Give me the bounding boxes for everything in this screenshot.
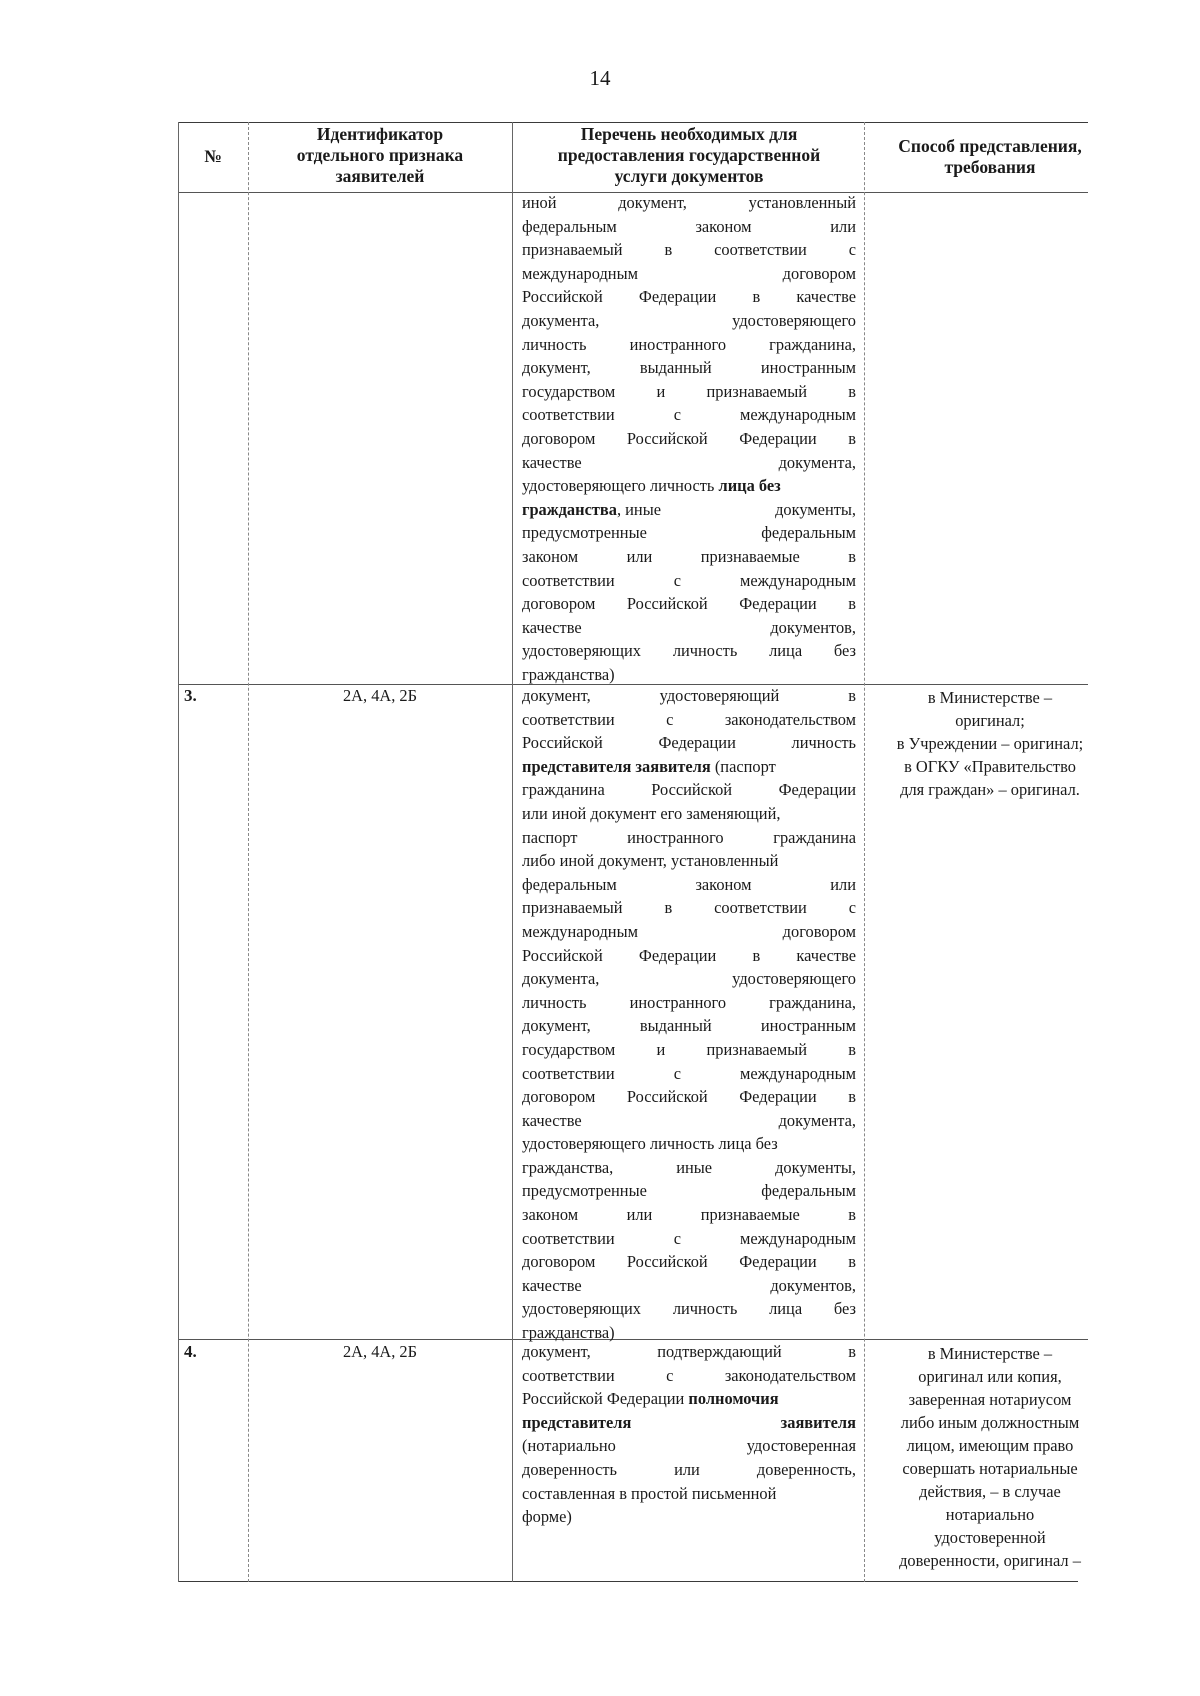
word: Российской (626, 594, 708, 614)
method-line: в Министерстве – (927, 1344, 1053, 1363)
word: документа, (522, 310, 600, 330)
word: соответствии (522, 405, 615, 425)
document-line (522, 191, 856, 215)
word: гражданина (773, 827, 856, 847)
word: или (674, 1459, 700, 1479)
word: соответствии (522, 570, 615, 590)
word: Российской (626, 1252, 708, 1272)
header-method: Способ представления, требования (898, 136, 1082, 177)
word: в (664, 240, 673, 260)
text-group (522, 498, 661, 522)
word: и (656, 1039, 666, 1059)
word: соответствии (714, 898, 807, 918)
document-line (522, 826, 856, 850)
word: Российской (522, 287, 603, 307)
table-bottom-border (178, 1581, 1078, 1582)
word: удостоверяющий (659, 686, 780, 705)
word: с (673, 570, 681, 590)
document-line (522, 1364, 856, 1388)
document-line (522, 309, 856, 333)
document-line (522, 1014, 856, 1038)
word: Федерации (739, 428, 817, 448)
word: соответствии (522, 1063, 615, 1083)
text-segment: или иной документ его заменяющий, (522, 803, 781, 823)
word: Федерации (778, 780, 856, 800)
word: без (833, 641, 856, 661)
row-4-identifier: 2А, 4А, 2Б (342, 1342, 418, 1361)
word: Российской (651, 780, 733, 800)
document-line (522, 1250, 856, 1274)
method-line: оригинал или копия, (918, 1367, 1062, 1386)
table-left-border (178, 122, 179, 1582)
document-line (522, 1458, 856, 1482)
text-segment: форме) (522, 1507, 572, 1527)
word: предусмотренные (522, 523, 647, 543)
word: соответствии (522, 1228, 615, 1248)
method-line: удостоверенной (934, 1528, 1046, 1547)
word: законодательством (724, 1365, 856, 1385)
document-line (522, 1062, 856, 1086)
word: удостоверяющего (732, 310, 856, 330)
word: документы, (775, 1157, 856, 1177)
word: соответствии (522, 1365, 615, 1385)
word: документ, (522, 1016, 591, 1036)
method-line: в Учреждении – оригинал; (896, 734, 1084, 753)
word: удостоверенная (746, 1436, 856, 1456)
document-line (522, 1482, 856, 1506)
word: Федерации (739, 594, 817, 614)
word: паспорт (522, 827, 578, 847)
word: договором (522, 428, 596, 448)
document-line (522, 1109, 856, 1133)
word: международным (740, 570, 856, 590)
word: иные (676, 1157, 713, 1177)
word: признаваемые (700, 546, 800, 566)
word: иностранного (629, 992, 727, 1012)
word: в (848, 428, 856, 448)
text-segment: либо иной документ, установленный (522, 851, 779, 871)
word: Федерации (638, 945, 717, 965)
word: качестве (522, 1110, 582, 1130)
document-line (522, 1434, 856, 1458)
document-line (522, 592, 856, 616)
word: иностранным (760, 1016, 856, 1036)
bold-word: заявителя (780, 1412, 856, 1432)
document-line (522, 474, 856, 498)
word: документ, (522, 1342, 591, 1361)
text-segment: Российской Федерации (522, 1389, 689, 1409)
word: выданный (639, 358, 712, 378)
document-line (522, 991, 856, 1015)
document-line (522, 1179, 856, 1203)
word: без (833, 1299, 856, 1319)
document-line (522, 639, 856, 663)
word: в (848, 381, 856, 401)
word: гражданина, (769, 334, 856, 354)
method-line: для граждан» – оригинал. (900, 780, 1080, 799)
word: с (673, 1063, 681, 1083)
bold-word: представителя (522, 1412, 632, 1432)
word: в (848, 1205, 856, 1225)
continuation-documents (522, 191, 856, 686)
word: документ, (618, 193, 687, 212)
method-line: нотариально (945, 1505, 1035, 1524)
word: лица (769, 1299, 803, 1319)
word: признаваемые (700, 1205, 800, 1225)
method-line: либо иным должностным (900, 1413, 1080, 1432)
bold-phrase: полномочия (688, 1389, 779, 1409)
row-4-documents (522, 1340, 856, 1529)
word: с (666, 709, 674, 729)
word: качестве (796, 945, 856, 965)
word: с (666, 1365, 674, 1385)
word: с (848, 240, 856, 260)
word: предусмотренные (522, 1181, 647, 1201)
word: с (673, 405, 681, 425)
document-line (522, 755, 856, 779)
word: признаваемый (522, 898, 623, 918)
word: гражданина, (769, 992, 856, 1012)
document-line (522, 1038, 856, 1062)
word: в (848, 546, 856, 566)
word: и (656, 381, 666, 401)
word: документа, (778, 1110, 856, 1130)
word: документ, (522, 686, 591, 705)
word: установленный (748, 193, 856, 212)
word: удостоверяющих (522, 641, 642, 661)
word: в (848, 1039, 856, 1059)
word: федеральным (761, 523, 856, 543)
word: с (673, 1228, 681, 1248)
document-line (522, 1203, 856, 1227)
row-4-method (868, 1342, 1112, 1572)
word: в (848, 1342, 856, 1361)
word: признаваемый (706, 381, 807, 401)
document-line (522, 616, 856, 640)
word: документов, (770, 617, 856, 637)
text-segment: , иные (616, 499, 661, 519)
word: Российской (522, 733, 603, 753)
bold-phrase: лица без (718, 476, 781, 496)
row-3-method (868, 686, 1112, 801)
word: иностранного (627, 827, 724, 847)
word: международным (522, 921, 638, 941)
header-num: № (204, 146, 222, 166)
word: доверенность (522, 1459, 617, 1479)
word: (нотариально (522, 1436, 616, 1456)
word: в (664, 898, 673, 918)
document-line (522, 333, 856, 357)
word: или (830, 874, 856, 894)
document-line (522, 708, 856, 732)
text-segment: (паспорт (710, 756, 776, 776)
word: законом (522, 1205, 579, 1225)
word: иностранного (629, 334, 727, 354)
column-divider-3 (864, 122, 865, 1582)
word: качестве (522, 452, 582, 472)
document-line (522, 238, 856, 262)
word: в (752, 945, 761, 965)
word: доверенность, (756, 1459, 856, 1479)
word: или (626, 546, 653, 566)
word: государством (522, 381, 616, 401)
method-line: в Министерстве – (927, 688, 1053, 707)
document-line (522, 802, 856, 826)
document-line (522, 1340, 856, 1364)
method-line: совершать нотариальные (902, 1459, 1078, 1478)
document-line (522, 356, 856, 380)
text-segment: гражданства) (522, 1323, 615, 1343)
document-line (522, 1411, 856, 1435)
header-documents: Перечень необходимых для предоставления государственной услуги документов (557, 124, 821, 186)
row-3-number: 3. (184, 686, 197, 705)
document-line (522, 1085, 856, 1109)
document-line (522, 1297, 856, 1321)
text-segment: составленная в простой письменной (522, 1483, 777, 1503)
word: в (752, 287, 761, 307)
method-line: действия, – в случае (919, 1482, 1061, 1501)
word: документ, (522, 358, 591, 378)
document-line (522, 1156, 856, 1180)
column-divider-1 (248, 122, 249, 1582)
word: иной (522, 193, 557, 212)
word: договором (522, 594, 596, 614)
word: признаваемый (706, 1039, 807, 1059)
word: в (848, 686, 856, 705)
document-line (522, 663, 856, 687)
word: договором (782, 263, 856, 283)
word: признаваемый (522, 240, 623, 260)
word: Российской (626, 1087, 708, 1107)
document-line (522, 1387, 856, 1411)
table-top-border (178, 122, 1088, 123)
document-line (522, 285, 856, 309)
document-line (522, 873, 856, 897)
word: или (830, 216, 856, 236)
word: законодательством (724, 709, 856, 729)
document-line (522, 451, 856, 475)
word: лица (769, 641, 803, 661)
word: федеральным (761, 1181, 856, 1201)
word: государством (522, 1039, 616, 1059)
bold-phrase: представителя заявителя (522, 756, 711, 776)
document-line (522, 569, 856, 593)
word: соответствии (522, 709, 615, 729)
word: личность (672, 1299, 738, 1319)
word: законом (695, 874, 752, 894)
document-line (522, 545, 856, 569)
document-line (522, 498, 856, 522)
word: международным (522, 263, 638, 283)
word: договором (522, 1252, 596, 1272)
word: документы, (775, 499, 856, 519)
word: федеральным (522, 874, 617, 894)
word: документов, (770, 1275, 856, 1295)
text-segment: гражданства) (522, 664, 615, 684)
word: или (626, 1205, 653, 1225)
document-line (522, 920, 856, 944)
word: Федерации (638, 287, 717, 307)
word: гражданства, (522, 1157, 614, 1177)
text-segment: удостоверяющего личность лица без (522, 1134, 778, 1154)
word: Российской (522, 945, 603, 965)
word: удостоверяющего (732, 969, 856, 989)
word: Федерации (739, 1087, 817, 1107)
method-line: оригинал; (955, 711, 1025, 730)
document-line (522, 731, 856, 755)
row-3-documents (522, 684, 856, 1345)
word: качестве (522, 617, 582, 637)
document-line (522, 967, 856, 991)
word: иностранным (760, 358, 856, 378)
word: подтверждающий (657, 1342, 782, 1361)
word: законом (695, 216, 752, 236)
text-segment: удостоверяющего личность (522, 476, 719, 496)
document-line (522, 262, 856, 286)
word: документа, (778, 452, 856, 472)
method-line: заверенная нотариусом (908, 1390, 1072, 1409)
column-divider-2 (512, 122, 513, 1582)
document-line (522, 778, 856, 802)
word: качестве (796, 287, 856, 307)
row-3-identifier: 2А, 4А, 2Б (342, 686, 418, 705)
word: в (848, 1087, 856, 1107)
word: международным (740, 1228, 856, 1248)
method-line: в ОГКУ «Правительство (904, 757, 1076, 776)
word: личность (522, 992, 587, 1012)
word: личность (791, 733, 856, 753)
word: федеральным (522, 216, 617, 236)
word: законом (522, 546, 579, 566)
document-line (522, 1132, 856, 1156)
word: договором (782, 921, 856, 941)
document-line (522, 944, 856, 968)
word: Российской (626, 428, 708, 448)
row-4-number: 4. (184, 1342, 197, 1361)
method-line: доверенности, оригинал – (899, 1551, 1081, 1570)
document-line (522, 896, 856, 920)
word: международным (740, 1063, 856, 1083)
word: документа, (522, 969, 600, 989)
word: с (848, 898, 856, 918)
word: личность (672, 641, 738, 661)
document-line (522, 215, 856, 239)
word: договором (522, 1087, 596, 1107)
word: личность (522, 334, 587, 354)
word: в (848, 594, 856, 614)
document-line (522, 521, 856, 545)
header-identifier: Идентификатор отдельного признака заявителей (296, 124, 464, 186)
page-number: 14 (589, 66, 611, 90)
word: качестве (522, 1275, 582, 1295)
word: Федерации (739, 1252, 817, 1272)
word: в (848, 1252, 856, 1272)
method-line: лицом, имеющим право (906, 1436, 1074, 1455)
document-line (522, 1227, 856, 1251)
document-line (522, 427, 856, 451)
document-line (522, 1274, 856, 1298)
word: гражданина (522, 780, 605, 800)
document-line (522, 380, 856, 404)
word: международным (740, 405, 856, 425)
document-line (522, 403, 856, 427)
document-line (522, 684, 856, 708)
document-line (522, 1505, 856, 1529)
bold-phrase: гражданства (522, 499, 617, 519)
word: удостоверяющих (522, 1299, 642, 1319)
word: выданный (639, 1016, 712, 1036)
document-line (522, 849, 856, 873)
word: Федерации (658, 733, 736, 753)
word: соответствии (714, 240, 807, 260)
